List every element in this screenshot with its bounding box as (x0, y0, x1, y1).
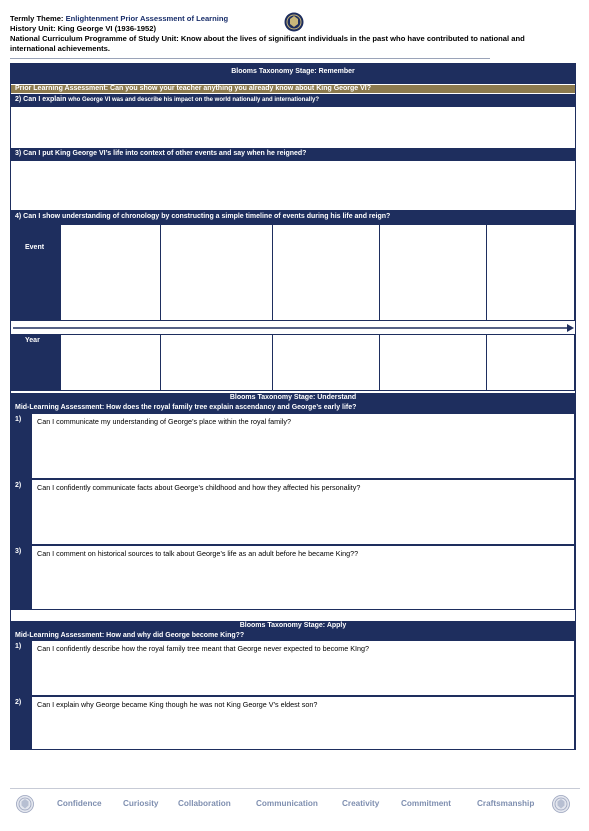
stage-band-understand: Blooms Taxonomy Stage: Understand (11, 393, 575, 403)
values-footer (16, 795, 576, 813)
value-craftsmanship: Craftsmanship (477, 799, 535, 808)
document-header (10, 14, 550, 54)
footer-divider (10, 788, 580, 789)
header-divider (10, 58, 490, 59)
apply-question-1[interactable]: Can I confidently describe how the royal family tree meant that George never expected to become KIng? (31, 640, 575, 696)
theme-value: Enlightenment Prior Assessment of Learning (65, 14, 229, 23)
value-communication: Communication (256, 799, 318, 808)
year-cell[interactable] (272, 334, 380, 391)
number-column (11, 413, 31, 610)
question-number: 2) (15, 699, 22, 706)
understand-question-3[interactable]: Can I comment on historical sources to talk about George’s life as an adult before he became King?? (31, 545, 575, 610)
mid-assessment-understand: Mid-Learning Assessment: How does the royal family tree explain ascendancy and George’s early life? (11, 403, 575, 413)
question-number: 1) (15, 416, 22, 423)
question-number: 2) (15, 482, 22, 489)
school-crest-icon (284, 12, 304, 32)
answer-box-q2[interactable] (11, 106, 575, 148)
value-collaboration: Collaboration (178, 799, 231, 808)
value-confidence: Confidence (57, 799, 102, 808)
question-number: 3) (15, 548, 22, 555)
school-crest-icon (552, 795, 570, 813)
year-cell[interactable] (160, 334, 273, 391)
worksheet (10, 63, 576, 750)
event-cell[interactable] (486, 224, 575, 321)
mid-assessment-apply: Mid-Learning Assessment: How and why did George become King?? (11, 631, 575, 640)
stage-band-apply: Blooms Taxonomy Stage: Apply (11, 621, 575, 631)
apply-question-2[interactable]: Can I explain why George became King though he was not King George V’s eldest son? (31, 696, 575, 750)
prior-assessment-bar: Prior Learning Assessment: Can you show your teacher anything you already know about King George VI? (11, 85, 575, 93)
event-cell[interactable] (272, 224, 380, 321)
value-curiosity: Curiosity (123, 799, 159, 808)
event-cell[interactable] (160, 224, 273, 321)
year-cell[interactable] (379, 334, 487, 391)
event-cell[interactable] (60, 224, 161, 321)
number-column (11, 640, 31, 750)
termly-theme: Termly Theme: Enlightenment Prior Assessment of Learning (10, 14, 229, 23)
value-commitment: Commitment (401, 799, 452, 808)
year-cell[interactable] (486, 334, 575, 391)
event-cell[interactable] (379, 224, 487, 321)
question-4-bar: 4) Can I show understanding of chronology by constructing a simple timeline of events during his life and reign? (11, 210, 575, 224)
value-creativity: Creativity (342, 799, 380, 808)
year-cell[interactable] (60, 334, 161, 391)
history-unit: History Unit: King George VI (1936-1952) (10, 24, 157, 33)
question-2-bar: 2) Can I explain who George VI was and describe his impact on the world nationally and internationally? (11, 94, 575, 106)
event-label: Event (11, 224, 60, 321)
stage-band-remember: Blooms Taxonomy Stage: Remember (11, 64, 575, 84)
answer-box-q3[interactable] (11, 160, 575, 210)
understand-question-2[interactable]: Can I confidently communicate facts about George’s childhood and how they affected his personality? (31, 479, 575, 545)
curriculum-unit: National Curriculum Programme of Study Unit: Know about the lives of significant individuals in the past who have contributed to national and international achievements. (10, 34, 525, 53)
question-3-bar: 3) Can I put King George VI’s life into context of other events and say when he reigned? (11, 148, 575, 160)
understand-question-1[interactable]: Can I communicate my understanding of George’s place within the royal family? (31, 413, 575, 479)
school-crest-icon (16, 795, 34, 813)
year-label: Year (11, 334, 60, 391)
timeline-arrow-icon (11, 322, 575, 334)
question-number: 1) (15, 643, 22, 650)
